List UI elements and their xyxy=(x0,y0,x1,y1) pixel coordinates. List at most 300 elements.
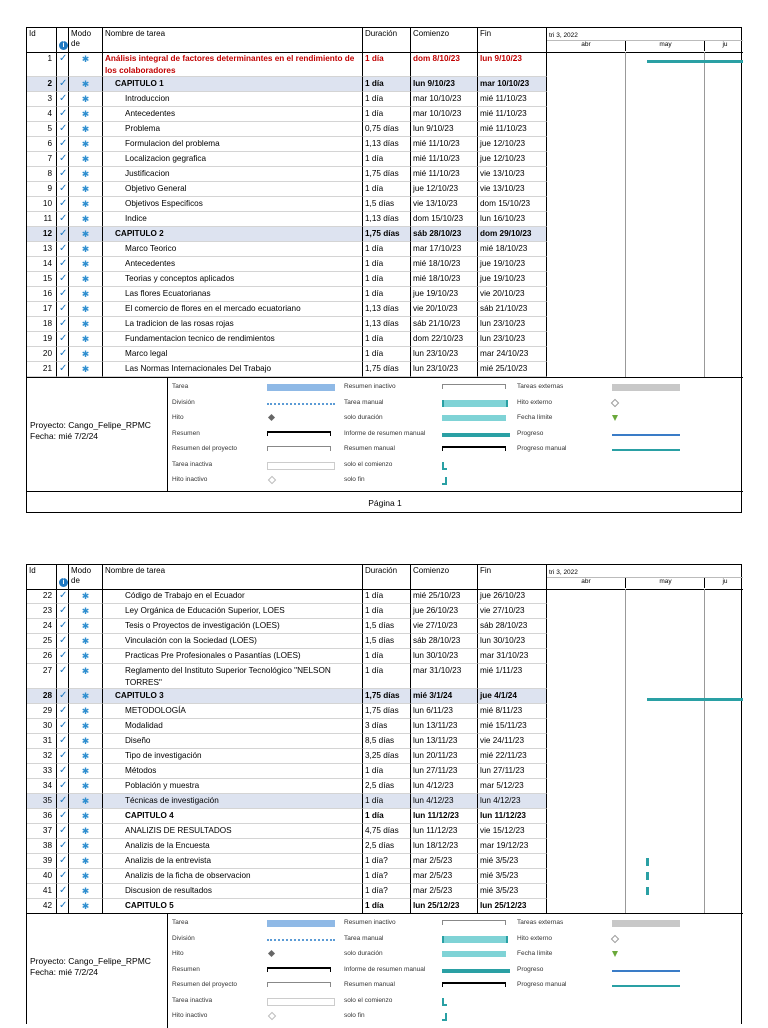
task-id: 29 xyxy=(27,704,57,719)
timeline-quarter: tri 3, 2022 xyxy=(549,32,578,39)
task-duration: 1,75 días xyxy=(363,689,411,704)
legend-swatch-summary xyxy=(267,431,331,436)
task-row[interactable] xyxy=(27,52,547,77)
task-duration: 1,75 días xyxy=(363,362,411,377)
task-row[interactable] xyxy=(27,287,547,302)
legend-swatch-external-milestone xyxy=(611,934,619,942)
task-row[interactable] xyxy=(27,779,547,794)
task-name: Ley Orgánica de Educación Superior, LOES xyxy=(103,604,363,619)
task-id: 24 xyxy=(27,619,57,634)
task-start: lun 13/11/23 xyxy=(411,719,478,734)
task-finish: jue 26/10/23 xyxy=(478,589,547,604)
task-id: 5 xyxy=(27,122,57,137)
legend-swatch-manual-summary xyxy=(442,982,506,987)
task-row[interactable] xyxy=(27,649,547,664)
completed-check-icon: ✓ xyxy=(57,664,69,689)
task-mode-pin-icon: ✱ xyxy=(69,107,103,122)
legend-swatch-duration-only xyxy=(442,415,506,421)
task-id: 1 xyxy=(27,52,57,77)
task-row[interactable] xyxy=(27,362,547,377)
task-id: 8 xyxy=(27,167,57,182)
completed-check-icon: ✓ xyxy=(57,227,69,242)
completed-check-icon: ✓ xyxy=(57,689,69,704)
task-start: lun 27/11/23 xyxy=(411,764,478,779)
task-row[interactable] xyxy=(27,854,547,869)
task-start: lun 23/10/23 xyxy=(411,362,478,377)
task-row[interactable] xyxy=(27,809,547,824)
task-id: 42 xyxy=(27,899,57,914)
column-header-name: Nombre de tarea xyxy=(103,565,363,589)
task-row[interactable] xyxy=(27,332,547,347)
task-id: 25 xyxy=(27,634,57,649)
task-finish: lun 23/10/23 xyxy=(478,332,547,347)
task-start: vie 13/10/23 xyxy=(411,197,478,212)
completed-check-icon: ✓ xyxy=(57,634,69,649)
task-id: 18 xyxy=(27,317,57,332)
legend-label: Tarea inactiva xyxy=(172,460,213,468)
task-duration: 1,13 días xyxy=(363,302,411,317)
timeline-header xyxy=(547,565,743,589)
legend-swatch-milestone xyxy=(268,950,275,957)
column-header-name: Nombre de tarea xyxy=(103,28,363,52)
task-duration: 1 día xyxy=(363,764,411,779)
task-mode-pin-icon: ✱ xyxy=(69,92,103,107)
task-id: 22 xyxy=(27,589,57,604)
task-start: lun 13/11/23 xyxy=(411,734,478,749)
task-duration: 1,75 días xyxy=(363,227,411,242)
completed-check-icon: ✓ xyxy=(57,347,69,362)
task-mode-pin-icon: ✱ xyxy=(69,634,103,649)
legend-swatch-duration-only xyxy=(442,951,506,957)
task-id: 13 xyxy=(27,242,57,257)
task-row[interactable] xyxy=(27,689,547,704)
task-mode-pin-icon: ✱ xyxy=(69,899,103,914)
task-duration: 1 día xyxy=(363,649,411,664)
task-duration: 1 día xyxy=(363,347,411,362)
task-duration: 8,5 días xyxy=(363,734,411,749)
task-name: Métodos xyxy=(103,764,363,779)
legend-swatch-inactive-milestone xyxy=(268,476,276,484)
completed-check-icon: ✓ xyxy=(57,749,69,764)
task-mode-pin-icon: ✱ xyxy=(69,317,103,332)
info-icon: i xyxy=(59,41,68,50)
legend-label: Hito inactivo xyxy=(172,476,208,483)
task-mode-pin-icon: ✱ xyxy=(69,719,103,734)
task-mode-pin-icon: ✱ xyxy=(69,52,103,77)
column-header-dur: Duración xyxy=(363,565,411,589)
task-finish: jue 12/10/23 xyxy=(478,152,547,167)
project-date: Fecha: mié 7/2/24 xyxy=(30,431,99,441)
task-name: CAPITULO 2 xyxy=(103,227,363,242)
completed-check-icon: ✓ xyxy=(57,764,69,779)
legend-label: Resumen xyxy=(172,965,200,973)
task-name: Indice xyxy=(103,212,363,227)
task-name: Tesis o Proyectos de investigación (LOES) xyxy=(103,619,363,634)
task-id: 11 xyxy=(27,212,57,227)
task-row[interactable] xyxy=(27,107,547,122)
legend xyxy=(27,377,743,492)
task-row[interactable] xyxy=(27,317,547,332)
task-start: lun 20/11/23 xyxy=(411,749,478,764)
task-row[interactable] xyxy=(27,749,547,764)
task-duration: 1 día xyxy=(363,664,411,689)
task-finish: mié 1/11/23 xyxy=(478,664,547,689)
task-duration: 1 día xyxy=(363,332,411,347)
legend-label: Hito inactivo xyxy=(172,1012,208,1019)
legend-swatch-manual-summary-rollup xyxy=(442,433,510,437)
task-mode-pin-icon: ✱ xyxy=(69,794,103,809)
legend-swatch-split xyxy=(267,939,335,941)
legend-swatch-proj-summary xyxy=(267,982,331,987)
task-row[interactable] xyxy=(27,704,547,719)
task-finish: lun 16/10/23 xyxy=(478,212,547,227)
task-finish: lun 23/10/23 xyxy=(478,317,547,332)
timeline-month: ju xyxy=(704,578,745,588)
legend-swatch-finish-only xyxy=(442,477,447,485)
task-duration: 1 día xyxy=(363,152,411,167)
task-duration: 1,5 días xyxy=(363,619,411,634)
task-row[interactable] xyxy=(27,869,547,884)
task-start: lun 25/12/23 xyxy=(411,899,478,914)
task-id: 41 xyxy=(27,884,57,899)
legend-label: Hito externo xyxy=(517,934,553,942)
gantt-bar[interactable] xyxy=(646,872,649,880)
task-start: lun 23/10/23 xyxy=(411,347,478,362)
task-duration: 1 día xyxy=(363,182,411,197)
task-duration: 4,75 días xyxy=(363,824,411,839)
completed-check-icon: ✓ xyxy=(57,649,69,664)
completed-check-icon: ✓ xyxy=(57,734,69,749)
project-date: Fecha: mié 7/2/24 xyxy=(30,967,99,977)
gantt-page-1 xyxy=(26,27,742,513)
task-mode-pin-icon: ✱ xyxy=(69,167,103,182)
completed-check-icon: ✓ xyxy=(57,704,69,719)
task-start: sáb 21/10/23 xyxy=(411,317,478,332)
task-start: lun 11/12/23 xyxy=(411,824,478,839)
gantt-bar[interactable] xyxy=(647,60,743,63)
task-mode-pin-icon: ✱ xyxy=(69,704,103,719)
task-finish: dom 15/10/23 xyxy=(478,197,547,212)
task-id: 40 xyxy=(27,869,57,884)
task-mode-pin-icon: ✱ xyxy=(69,242,103,257)
completed-check-icon: ✓ xyxy=(57,794,69,809)
task-name: Diseño xyxy=(103,734,363,749)
task-duration: 3 días xyxy=(363,719,411,734)
task-start: dom 8/10/23 xyxy=(411,52,478,77)
task-row[interactable] xyxy=(27,589,547,604)
task-start: mar 31/10/23 xyxy=(411,664,478,689)
task-row[interactable] xyxy=(27,884,547,899)
task-row[interactable] xyxy=(27,619,547,634)
task-id: 37 xyxy=(27,824,57,839)
task-row[interactable] xyxy=(27,77,547,92)
task-name: Teorias y conceptos aplicados xyxy=(103,272,363,287)
column-header-chk xyxy=(57,565,69,589)
task-finish: mié 15/11/23 xyxy=(478,719,547,734)
task-name: Analizis de la ficha de observacion xyxy=(103,869,363,884)
task-finish: sáb 28/10/23 xyxy=(478,619,547,634)
legend-label: Fecha límite xyxy=(517,414,553,421)
timeline-header xyxy=(547,28,743,52)
legend-label: Tareas externas xyxy=(517,383,564,390)
task-mode-pin-icon: ✱ xyxy=(69,689,103,704)
task-name: Discusion de resultados xyxy=(103,884,363,899)
task-duration: 1 día xyxy=(363,899,411,914)
task-duration: 1 día xyxy=(363,107,411,122)
task-duration: 1,75 días xyxy=(363,704,411,719)
task-finish: mar 31/10/23 xyxy=(478,649,547,664)
legend-label: Tarea manual xyxy=(344,934,384,942)
legend-swatch-finish-only xyxy=(442,1013,447,1021)
task-row[interactable] xyxy=(27,794,547,809)
task-start: mar 2/5/23 xyxy=(411,869,478,884)
task-name: Analizis de la Encuesta xyxy=(103,839,363,854)
task-row[interactable] xyxy=(27,272,547,287)
legend-label: División xyxy=(172,934,195,942)
completed-check-icon: ✓ xyxy=(57,719,69,734)
task-finish: mié 11/10/23 xyxy=(478,92,547,107)
task-duration: 2,5 días xyxy=(363,839,411,854)
task-duration: 1 día? xyxy=(363,869,411,884)
legend-separator xyxy=(167,378,168,492)
task-duration: 1 día xyxy=(363,242,411,257)
column-header-id: Id xyxy=(27,28,57,52)
task-row[interactable] xyxy=(27,604,547,619)
legend-swatch-summary xyxy=(267,967,331,972)
task-mode-pin-icon: ✱ xyxy=(69,122,103,137)
task-row[interactable] xyxy=(27,347,547,362)
legend-swatch-start-only xyxy=(442,998,447,1006)
task-duration: 1,13 días xyxy=(363,137,411,152)
task-duration: 1,75 días xyxy=(363,167,411,182)
task-row[interactable] xyxy=(27,227,547,242)
task-start: lun 11/12/23 xyxy=(411,809,478,824)
legend-swatch-task xyxy=(267,920,335,927)
legend-swatch-manual-summary xyxy=(442,446,506,451)
task-row[interactable] xyxy=(27,182,547,197)
legend-swatch-milestone xyxy=(268,414,275,421)
gantt-bar[interactable] xyxy=(647,698,743,701)
task-duration: 1 día xyxy=(363,809,411,824)
gantt-bar[interactable] xyxy=(646,858,649,866)
legend-swatch-inactive-milestone xyxy=(268,1012,276,1020)
task-mode-pin-icon: ✱ xyxy=(69,779,103,794)
task-start: mié 11/10/23 xyxy=(411,167,478,182)
task-id: 34 xyxy=(27,779,57,794)
task-finish: mié 8/11/23 xyxy=(478,704,547,719)
completed-check-icon: ✓ xyxy=(57,809,69,824)
task-row[interactable] xyxy=(27,122,547,137)
task-name: CAPITULO 1 xyxy=(103,77,363,92)
completed-check-icon: ✓ xyxy=(57,272,69,287)
task-row[interactable] xyxy=(27,764,547,779)
task-row[interactable] xyxy=(27,137,547,152)
task-finish: lun 30/10/23 xyxy=(478,634,547,649)
task-id: 23 xyxy=(27,604,57,619)
task-finish: jue 19/10/23 xyxy=(478,272,547,287)
completed-check-icon: ✓ xyxy=(57,619,69,634)
task-row[interactable] xyxy=(27,719,547,734)
task-row[interactable] xyxy=(27,92,547,107)
legend-label: Tarea xyxy=(172,383,189,390)
task-duration: 1 día xyxy=(363,604,411,619)
legend-label: solo duración xyxy=(344,950,383,957)
legend-label: Informe de resumen manual xyxy=(344,429,426,437)
task-name: Las Normas Internacionales Del Trabajo xyxy=(103,362,363,377)
task-duration: 1,5 días xyxy=(363,197,411,212)
legend-label: Tarea manual xyxy=(344,398,384,406)
legend-label: solo el comienzo xyxy=(344,996,393,1004)
task-start: mié 3/1/24 xyxy=(411,689,478,704)
legend-label: solo el comienzo xyxy=(344,460,393,468)
task-row[interactable] xyxy=(27,242,547,257)
legend-swatch-deadline xyxy=(612,415,618,421)
column-header-fi: Fin xyxy=(478,565,547,589)
task-id: 39 xyxy=(27,854,57,869)
legend-swatch-progress xyxy=(612,970,680,972)
task-duration: 1 día xyxy=(363,794,411,809)
task-finish: mié 11/10/23 xyxy=(478,107,547,122)
task-name: Modalidad xyxy=(103,719,363,734)
completed-check-icon: ✓ xyxy=(57,824,69,839)
gantt-bar[interactable] xyxy=(646,887,649,895)
task-duration: 0,75 días xyxy=(363,122,411,137)
task-row[interactable] xyxy=(27,839,547,854)
task-id: 19 xyxy=(27,332,57,347)
task-mode-pin-icon: ✱ xyxy=(69,734,103,749)
task-start: lun 9/10/23 xyxy=(411,77,478,92)
task-duration: 1 día xyxy=(363,589,411,604)
task-finish: jue 19/10/23 xyxy=(478,257,547,272)
legend-swatch-inactive-task xyxy=(267,462,335,470)
task-start: lun 18/12/23 xyxy=(411,839,478,854)
task-row[interactable] xyxy=(27,824,547,839)
task-row[interactable] xyxy=(27,197,547,212)
task-mode-pin-icon: ✱ xyxy=(69,664,103,689)
task-id: 12 xyxy=(27,227,57,242)
task-finish: jue 12/10/23 xyxy=(478,137,547,152)
task-start: jue 26/10/23 xyxy=(411,604,478,619)
task-row[interactable] xyxy=(27,257,547,272)
task-id: 33 xyxy=(27,764,57,779)
project-info xyxy=(30,956,151,978)
task-id: 20 xyxy=(27,347,57,362)
task-start: dom 15/10/23 xyxy=(411,212,478,227)
completed-check-icon: ✓ xyxy=(57,242,69,257)
task-finish: mar 5/12/23 xyxy=(478,779,547,794)
legend-label: División xyxy=(172,398,195,406)
task-mode-pin-icon: ✱ xyxy=(69,884,103,899)
completed-check-icon: ✓ xyxy=(57,839,69,854)
timeline-header-divider xyxy=(547,40,743,41)
legend-label: Progreso xyxy=(517,965,544,973)
legend-label: Resumen xyxy=(172,429,200,437)
task-name: Población y muestra xyxy=(103,779,363,794)
completed-check-icon: ✓ xyxy=(57,869,69,884)
task-row[interactable] xyxy=(27,664,547,689)
task-mode-pin-icon: ✱ xyxy=(69,302,103,317)
task-name: Problema xyxy=(103,122,363,137)
task-finish: vie 27/10/23 xyxy=(478,604,547,619)
task-row[interactable] xyxy=(27,634,547,649)
task-mode-pin-icon: ✱ xyxy=(69,272,103,287)
task-name: El comercio de flores en el mercado ecuatoriano xyxy=(103,302,363,317)
task-start: dom 22/10/23 xyxy=(411,332,478,347)
column-header-chk xyxy=(57,28,69,52)
timeline-quarter: tri 3, 2022 xyxy=(549,569,578,576)
legend-swatch-manual-summary-rollup xyxy=(442,969,510,973)
project-name: Proyecto: Cango_Felipe_RPMC xyxy=(30,420,151,430)
completed-check-icon: ✓ xyxy=(57,52,69,77)
page-footer: Página 1 xyxy=(27,491,743,514)
task-name: Localizacion gegrafica xyxy=(103,152,363,167)
legend-swatch-start-only xyxy=(442,462,447,470)
completed-check-icon: ✓ xyxy=(57,317,69,332)
legend-label: Resumen inactivo xyxy=(344,383,396,390)
task-mode-pin-icon: ✱ xyxy=(69,347,103,362)
completed-check-icon: ✓ xyxy=(57,212,69,227)
task-id: 2 xyxy=(27,77,57,92)
task-start: mar 10/10/23 xyxy=(411,107,478,122)
task-name: Vinculación con la Sociedad (LOES) xyxy=(103,634,363,649)
legend-swatch-external-tasks xyxy=(612,920,680,927)
task-row[interactable] xyxy=(27,212,547,227)
task-mode-pin-icon: ✱ xyxy=(69,197,103,212)
column-header-dur: Duración xyxy=(363,28,411,52)
task-finish: mié 3/5/23 xyxy=(478,869,547,884)
timeline-gridline xyxy=(625,52,626,377)
task-duration: 1,5 días xyxy=(363,634,411,649)
task-finish: lun 27/11/23 xyxy=(478,764,547,779)
task-mode-pin-icon: ✱ xyxy=(69,649,103,664)
task-duration: 1 día xyxy=(363,287,411,302)
task-id: 21 xyxy=(27,362,57,377)
task-duration: 1 día xyxy=(363,272,411,287)
task-row[interactable] xyxy=(27,302,547,317)
task-mode-pin-icon: ✱ xyxy=(69,869,103,884)
task-finish: vie 13/10/23 xyxy=(478,182,547,197)
completed-check-icon: ✓ xyxy=(57,589,69,604)
info-icon: i xyxy=(59,578,68,587)
task-start: lun 4/12/23 xyxy=(411,794,478,809)
task-row[interactable] xyxy=(27,899,547,914)
legend-swatch-deadline xyxy=(612,951,618,957)
task-start: vie 27/10/23 xyxy=(411,619,478,634)
task-finish: mié 11/10/23 xyxy=(478,122,547,137)
task-row[interactable] xyxy=(27,167,547,182)
task-start: mié 18/10/23 xyxy=(411,272,478,287)
column-header-st: Comienzo xyxy=(411,565,478,589)
task-name: METODOLOGÍA xyxy=(103,704,363,719)
legend-swatch-proj-summary xyxy=(267,446,331,451)
task-mode-pin-icon: ✱ xyxy=(69,604,103,619)
completed-check-icon: ✓ xyxy=(57,302,69,317)
task-finish: vie 20/10/23 xyxy=(478,287,547,302)
legend-label: Resumen inactivo xyxy=(344,919,396,926)
task-id: 36 xyxy=(27,809,57,824)
timeline-header-divider xyxy=(547,577,743,578)
task-row[interactable] xyxy=(27,734,547,749)
column-header-mode: Modo de xyxy=(69,28,103,52)
task-row[interactable] xyxy=(27,152,547,167)
task-name: Antecedentes xyxy=(103,257,363,272)
task-duration: 1 día? xyxy=(363,854,411,869)
task-id: 17 xyxy=(27,302,57,317)
timeline-month: may xyxy=(625,578,705,588)
task-id: 35 xyxy=(27,794,57,809)
task-mode-pin-icon: ✱ xyxy=(69,809,103,824)
legend-label: solo fin xyxy=(344,476,365,483)
